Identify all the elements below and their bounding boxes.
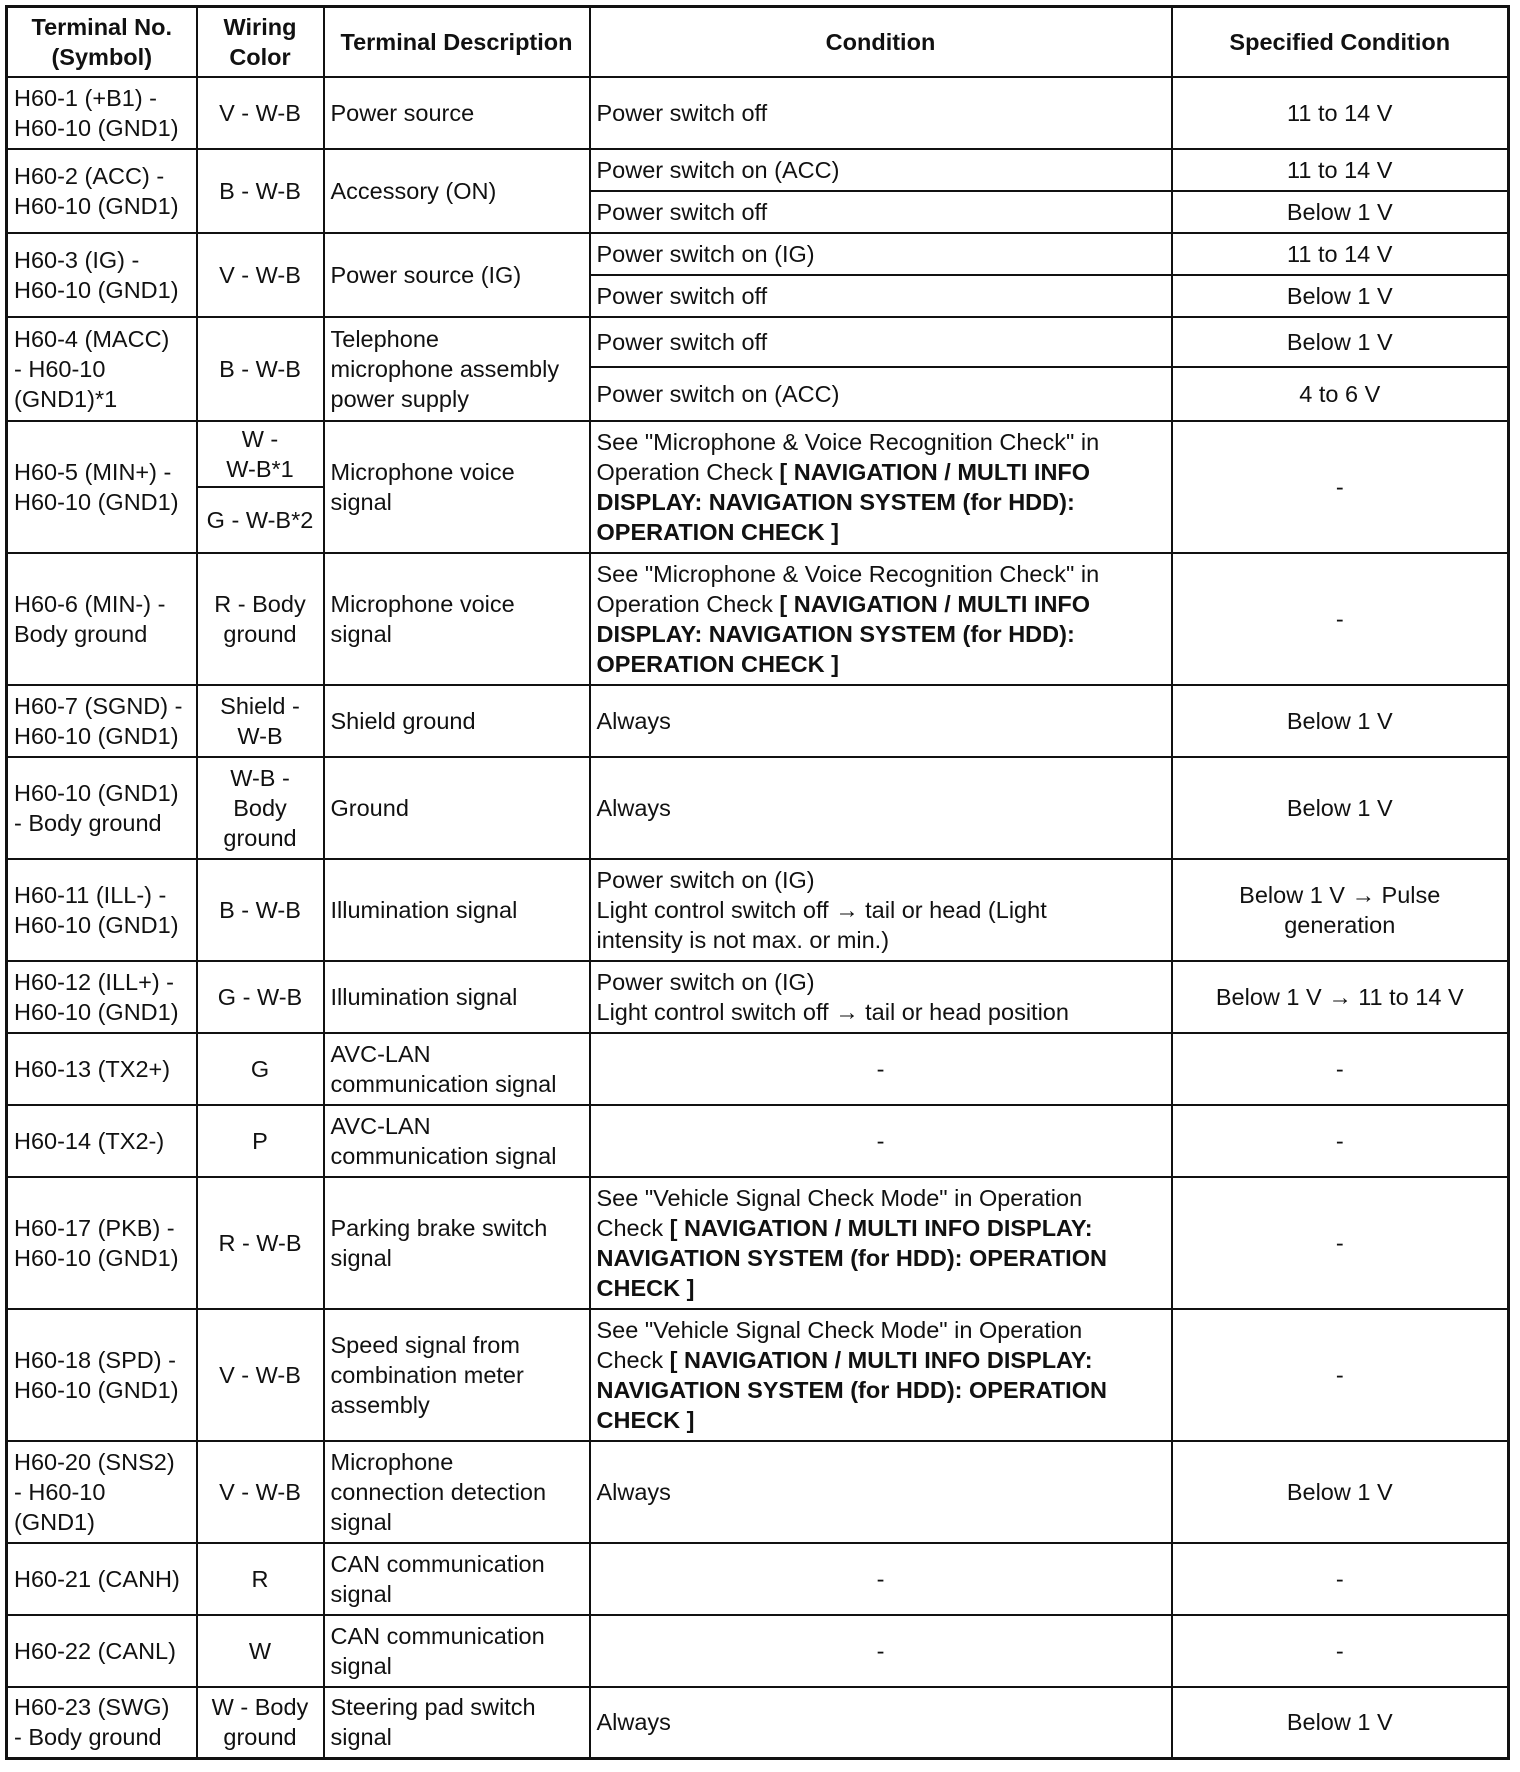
specified-condition-cell: - [1172, 1105, 1509, 1177]
wiring-color-cell: G - W-B*2 [197, 487, 324, 553]
terminal-table-wrapper [5, 5, 1510, 1760]
wiring-color-cell: W - W-B*1 [197, 421, 324, 487]
table-row [7, 421, 1509, 487]
condition-text: Always [596, 707, 671, 734]
table-body [7, 77, 1509, 1759]
specified-condition-cell: Below 1 V [1172, 685, 1509, 757]
terminal-cell: H60-20 (SNS2) - H60-10 (GND1) [7, 1441, 197, 1543]
terminal-description-cell: Shield ground [324, 685, 590, 757]
header-specified-condition: Specified Condition [1172, 7, 1509, 77]
condition-cell [590, 149, 1172, 191]
condition-cell [590, 859, 1172, 961]
condition-text: See "Vehicle Signal Check Mode" in Operation Check [596, 1316, 1083, 1373]
terminal-cell: H60-5 (MIN+) - H60-10 (GND1) [7, 421, 197, 553]
condition-cell [590, 233, 1172, 275]
wiring-color-cell: G [197, 1033, 324, 1105]
specified-condition-cell: - [1172, 1615, 1509, 1687]
condition-text: See "Microphone & Voice Recognition Check" in Operation Check [596, 560, 1100, 617]
specified-condition-cell: 11 to 14 V [1172, 149, 1509, 191]
terminal-description-cell: CAN communication signal [324, 1543, 590, 1615]
table-row [7, 1033, 1509, 1105]
wiring-color-cell: R - W-B [197, 1177, 324, 1309]
terminal-description-cell: Microphone connection detection signal [324, 1441, 590, 1543]
header-terminal-description: Terminal Description [324, 7, 590, 77]
condition-cell [590, 1105, 1172, 1177]
specified-condition-cell: - [1172, 553, 1509, 685]
condition-cell [590, 1309, 1172, 1441]
condition-text: Power switch on (IG) [596, 240, 815, 267]
condition-text: - [876, 1565, 885, 1592]
condition-text: Always [596, 1478, 671, 1505]
terminal-cell: H60-6 (MIN-) - Body ground [7, 553, 197, 685]
terminal-cell: H60-7 (SGND) - H60-10 (GND1) [7, 685, 197, 757]
condition-text: See "Microphone & Voice Recognition Check" in Operation Check [596, 428, 1100, 485]
terminal-description-cell: Ground [324, 757, 590, 859]
wiring-color-cell: R - Body ground [197, 553, 324, 685]
terminal-description-cell: Power source [324, 77, 590, 149]
specified-condition-cell: Below 1 V → 11 to 14 V [1172, 961, 1509, 1033]
condition-cell [590, 1177, 1172, 1309]
terminal-description-cell: Microphone voice signal [324, 421, 590, 553]
condition-text: Always [596, 1709, 671, 1736]
condition-text: - [876, 1637, 885, 1664]
table-row [7, 685, 1509, 757]
terminal-cell: H60-18 (SPD) - H60-10 (GND1) [7, 1309, 197, 1441]
condition-text: Power switch off [596, 282, 768, 309]
header-terminal: Terminal No. (Symbol) [7, 7, 197, 77]
specified-condition-cell: Below 1 V [1172, 275, 1509, 317]
specified-condition-cell: - [1172, 421, 1509, 553]
table-row [7, 553, 1509, 685]
terminal-cell: H60-14 (TX2-) [7, 1105, 197, 1177]
condition-reference-link[interactable]: [ NAVIGATION / MULTI INFO DISPLAY: NAVIGATION SYSTEM (for HDD): OPERATION CHECK ] [596, 458, 1091, 545]
condition-cell [590, 77, 1172, 149]
condition-text: Power switch on (IG) Light control switch off → tail or head (Light intensity is not max. or min.) [596, 866, 1047, 953]
header-wiring-color: Wiring Color [197, 7, 324, 77]
header-row [7, 7, 1509, 77]
terminal-description-cell: CAN communication signal [324, 1615, 590, 1687]
wiring-color-cell: G - W-B [197, 961, 324, 1033]
terminal-cell: H60-17 (PKB) - H60-10 (GND1) [7, 1177, 197, 1309]
specified-condition-cell: - [1172, 1309, 1509, 1441]
condition-cell [590, 553, 1172, 685]
condition-text: - [876, 1127, 885, 1154]
terminal-description-cell: Parking brake switch signal [324, 1177, 590, 1309]
terminal-cell: H60-21 (CANH) [7, 1543, 197, 1615]
specified-condition-cell: Below 1 V [1172, 1441, 1509, 1543]
terminal-description-cell: Speed signal from combination meter assembly [324, 1309, 590, 1441]
condition-cell [590, 757, 1172, 859]
terminal-cell: H60-10 (GND1) - Body ground [7, 757, 197, 859]
condition-text: - [876, 1055, 885, 1082]
terminal-description-cell: Power source (IG) [324, 233, 590, 317]
wiring-color-cell: P [197, 1105, 324, 1177]
specified-condition-cell: Below 1 V [1172, 191, 1509, 233]
condition-cell [590, 1441, 1172, 1543]
terminal-cell: H60-12 (ILL+) - H60-10 (GND1) [7, 961, 197, 1033]
condition-cell [590, 367, 1172, 421]
terminal-cell: H60-2 (ACC) - H60-10 (GND1) [7, 149, 197, 233]
table-row [7, 77, 1509, 149]
wiring-color-cell: W - Body ground [197, 1687, 324, 1759]
condition-cell [590, 191, 1172, 233]
specified-condition-cell: - [1172, 1033, 1509, 1105]
specified-condition-cell: 4 to 6 V [1172, 367, 1509, 421]
condition-text: See "Vehicle Signal Check Mode" in Operation Check [596, 1184, 1083, 1241]
table-row [7, 757, 1509, 859]
wiring-color-cell: W [197, 1615, 324, 1687]
condition-reference-link[interactable]: [ NAVIGATION / MULTI INFO DISPLAY: NAVIGATION SYSTEM (for HDD): OPERATION CHECK ] [596, 1346, 1107, 1433]
specified-condition-cell: Below 1 V [1172, 317, 1509, 367]
condition-reference-link[interactable]: [ NAVIGATION / MULTI INFO DISPLAY: NAVIGATION SYSTEM (for HDD): OPERATION CHECK ] [596, 1214, 1107, 1301]
table-row [7, 1105, 1509, 1177]
condition-cell [590, 1687, 1172, 1759]
condition-cell [590, 317, 1172, 367]
table-row [7, 1543, 1509, 1615]
terminal-cell: H60-13 (TX2+) [7, 1033, 197, 1105]
terminal-cell: H60-3 (IG) - H60-10 (GND1) [7, 233, 197, 317]
condition-text: Power switch on (IG) Light control switch off → tail or head position [596, 968, 1069, 1025]
terminal-description-cell: Illumination signal [324, 961, 590, 1033]
condition-cell [590, 421, 1172, 553]
terminal-cell: H60-1 (+B1) - H60-10 (GND1) [7, 77, 197, 149]
table-row [7, 1615, 1509, 1687]
condition-reference-link[interactable]: [ NAVIGATION / MULTI INFO DISPLAY: NAVIGATION SYSTEM (for HDD): OPERATION CHECK ] [596, 590, 1091, 677]
terminal-description-cell: Accessory (ON) [324, 149, 590, 233]
specified-condition-cell: 11 to 14 V [1172, 77, 1509, 149]
terminal-cell: H60-23 (SWG) - Body ground [7, 1687, 197, 1759]
condition-text: Power switch off [596, 198, 768, 225]
specified-condition-cell: - [1172, 1543, 1509, 1615]
wiring-color-cell: B - W-B [197, 317, 324, 421]
terminal-description-cell: Microphone voice signal [324, 553, 590, 685]
terminal-description-cell: AVC-LAN communication signal [324, 1105, 590, 1177]
table-row [7, 961, 1509, 1033]
terminal-table [5, 5, 1510, 1760]
terminal-cell: H60-4 (MACC) - H60-10 (GND1)*1 [7, 317, 197, 421]
condition-cell [590, 275, 1172, 317]
terminal-description-cell: Illumination signal [324, 859, 590, 961]
table-row [7, 149, 1509, 191]
table-row [7, 1687, 1509, 1759]
wiring-color-cell: V - W-B [197, 77, 324, 149]
header-condition: Condition [590, 7, 1172, 77]
wiring-color-cell: V - W-B [197, 1441, 324, 1543]
wiring-color-cell: Shield - W-B [197, 685, 324, 757]
condition-text: Power switch on (ACC) [596, 156, 840, 183]
condition-cell [590, 1615, 1172, 1687]
condition-cell [590, 685, 1172, 757]
specified-condition-cell: 11 to 14 V [1172, 233, 1509, 275]
condition-text: Always [596, 794, 671, 821]
terminal-description-cell: Telephone microphone assembly power supply [324, 317, 590, 421]
terminal-cell: H60-11 (ILL-) - H60-10 (GND1) [7, 859, 197, 961]
condition-text: Power switch off [596, 99, 768, 126]
table-row [7, 317, 1509, 367]
specified-condition-cell: - [1172, 1177, 1509, 1309]
wiring-color-cell: V - W-B [197, 233, 324, 317]
wiring-color-cell: B - W-B [197, 149, 324, 233]
specified-condition-cell: Below 1 V → Pulse generation [1172, 859, 1509, 961]
terminal-description-cell: Steering pad switch signal [324, 1687, 590, 1759]
condition-cell [590, 1033, 1172, 1105]
condition-text: Power switch on (ACC) [596, 380, 840, 407]
wiring-color-cell: V - W-B [197, 1309, 324, 1441]
terminal-cell: H60-22 (CANL) [7, 1615, 197, 1687]
table-row [7, 1309, 1509, 1441]
table-row [7, 859, 1509, 961]
wiring-color-cell: R [197, 1543, 324, 1615]
table-row [7, 1177, 1509, 1309]
condition-cell [590, 961, 1172, 1033]
specified-condition-cell: Below 1 V [1172, 757, 1509, 859]
table-row [7, 233, 1509, 275]
wiring-color-cell: B - W-B [197, 859, 324, 961]
wiring-color-cell: W-B - Body ground [197, 757, 324, 859]
condition-text: Power switch off [596, 328, 768, 355]
table-header [7, 7, 1509, 77]
specified-condition-cell: Below 1 V [1172, 1687, 1509, 1759]
terminal-description-cell: AVC-LAN communication signal [324, 1033, 590, 1105]
table-row [7, 1441, 1509, 1543]
condition-cell [590, 1543, 1172, 1615]
